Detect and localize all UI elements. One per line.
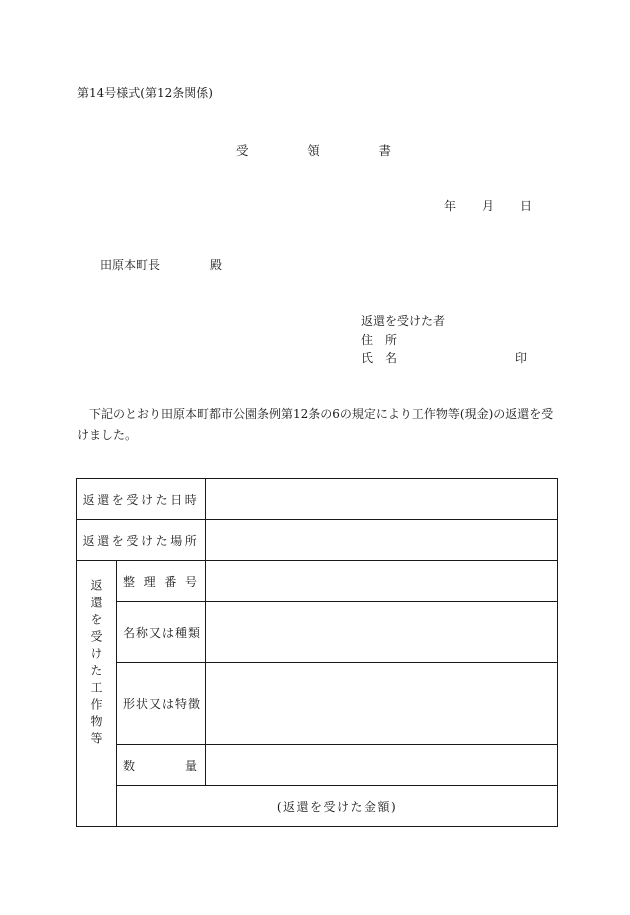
addressee-name: 田原本町長 — [100, 258, 161, 272]
label-name-or-type: 名称又は種類 — [117, 602, 206, 663]
value-quantity[interactable] — [206, 745, 558, 786]
label-return-datetime: 返還を受けた日時 — [77, 479, 206, 520]
title-char-2: 領 — [307, 143, 320, 158]
label-return-amount: (返還を受けた金額) — [117, 786, 558, 827]
table-row — [77, 663, 558, 745]
receiver-heading: 返還を受けた者 — [361, 314, 446, 328]
title-char-3: 書 — [378, 143, 391, 158]
date-month-label: 月 — [482, 199, 495, 213]
table-row — [77, 786, 558, 827]
label-reference-number: 整 理 番 号 — [117, 561, 206, 602]
table-row — [77, 745, 558, 786]
addressee-honorific: 殿 — [210, 258, 223, 272]
document-title — [236, 141, 391, 159]
address-label: 住 所 — [361, 332, 398, 347]
value-return-datetime[interactable] — [206, 479, 558, 520]
value-name-or-type[interactable] — [206, 602, 558, 663]
label-quantity: 数 量 — [117, 745, 206, 786]
form-number: 第14号様式(第12条関係) — [77, 86, 213, 100]
group-label-returned-items — [77, 561, 117, 827]
table-row — [77, 602, 558, 663]
seal-mark: 印 — [515, 351, 528, 365]
table-row — [77, 561, 558, 602]
table-row — [77, 520, 558, 561]
value-return-place[interactable] — [206, 520, 558, 561]
label-return-place: 返還を受けた場所 — [77, 520, 206, 561]
name-label: 氏 名 — [361, 351, 398, 365]
title-char-1: 受 — [236, 143, 249, 158]
receiver-address-row — [361, 331, 445, 350]
group-label-text: 返還を受けた工作物等 — [89, 579, 103, 749]
table-row — [77, 479, 558, 520]
statement-text: 下記のとおり田原本町都市公園条例第12条の6の規定により工作物等(現金)の返還を受けました。 — [77, 407, 554, 442]
label-shape-or-features: 形状又は特徴 — [117, 663, 206, 745]
date-line — [444, 197, 532, 214]
value-reference-number[interactable] — [206, 561, 558, 602]
date-day-label: 日 — [520, 199, 533, 213]
receiver-name-row — [361, 349, 445, 368]
addressee — [100, 256, 222, 273]
return-info-table — [76, 478, 558, 827]
date-year-label: 年 — [444, 199, 457, 213]
receiver-block — [361, 312, 528, 368]
value-shape-or-features[interactable] — [206, 663, 558, 745]
